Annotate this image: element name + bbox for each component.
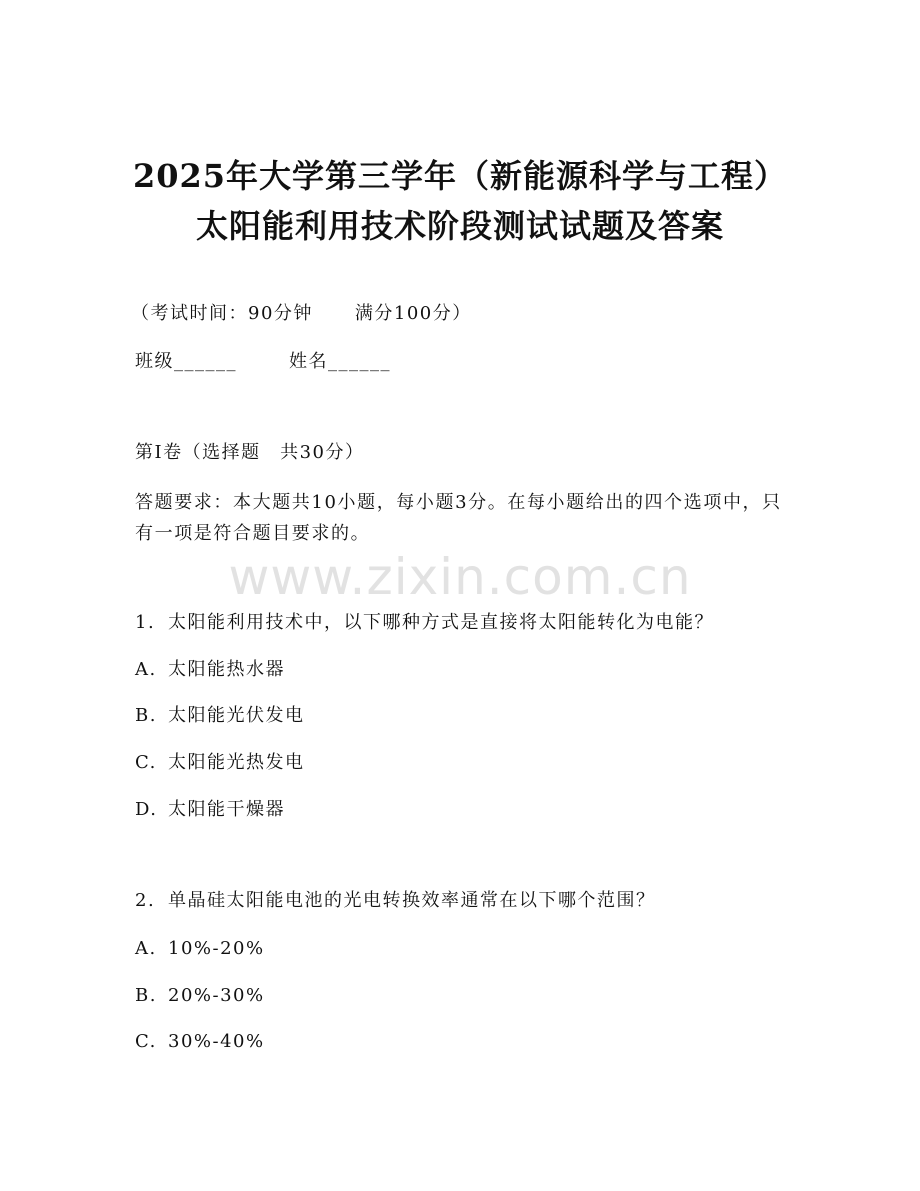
full-score: 满分100分） [354, 303, 472, 324]
question-1-option-b [135, 704, 305, 728]
question-2-option-b [135, 984, 265, 1008]
option-key: C. [135, 752, 157, 773]
exam-info [131, 302, 472, 326]
option-text: 太阳能光伏发电 [168, 705, 305, 726]
student-info [135, 350, 391, 374]
exam-time: （考试时间：90分钟 [131, 303, 313, 324]
option-key: B. [135, 985, 157, 1006]
option-text: 20%-30% [168, 985, 265, 1006]
instructions: 答题要求：本大题共10小题，每小题3分。在每小题给出的四个选项中，只有一项是符合题目要求的。 [135, 492, 782, 544]
option-text: 太阳能光热发电 [168, 752, 305, 773]
question-1-option-c [135, 751, 305, 775]
option-key: A. [135, 659, 157, 680]
question-2-stem [135, 889, 656, 913]
question-number: 1. [135, 612, 156, 633]
question-1-stem [135, 611, 714, 635]
question-1-option-a [135, 658, 285, 682]
question-1-option-d [135, 798, 285, 822]
option-key: D. [135, 799, 158, 820]
option-text: 10%-20% [168, 938, 265, 959]
question-2-option-c [135, 1030, 265, 1054]
question-text: 太阳能利用技术中，以下哪种方式是直接将太阳能转化为电能？ [168, 612, 714, 633]
section-title: 第Ⅰ卷（选择题 共30分） [135, 442, 365, 463]
option-key: C. [135, 1031, 157, 1052]
name-field: 姓名______ [289, 351, 391, 372]
option-text: 30%-40% [168, 1031, 265, 1052]
option-key: A. [135, 938, 157, 959]
option-key: B. [135, 705, 157, 726]
document-title-line2: 太阳能利用技术阶段测试试题及答案 [195, 207, 724, 245]
question-2-option-a [135, 937, 265, 961]
document-title-line1: 2025年大学第三学年（新能源科学与工程） [132, 157, 788, 195]
option-text: 太阳能热水器 [168, 659, 285, 680]
option-text: 太阳能干燥器 [168, 799, 285, 820]
question-number: 2. [135, 890, 156, 911]
question-text: 单晶硅太阳能电池的光电转换效率通常在以下哪个范围？ [168, 890, 656, 911]
watermark: www.zixin.com.cn [228, 548, 692, 606]
class-field: 班级______ [135, 351, 237, 372]
